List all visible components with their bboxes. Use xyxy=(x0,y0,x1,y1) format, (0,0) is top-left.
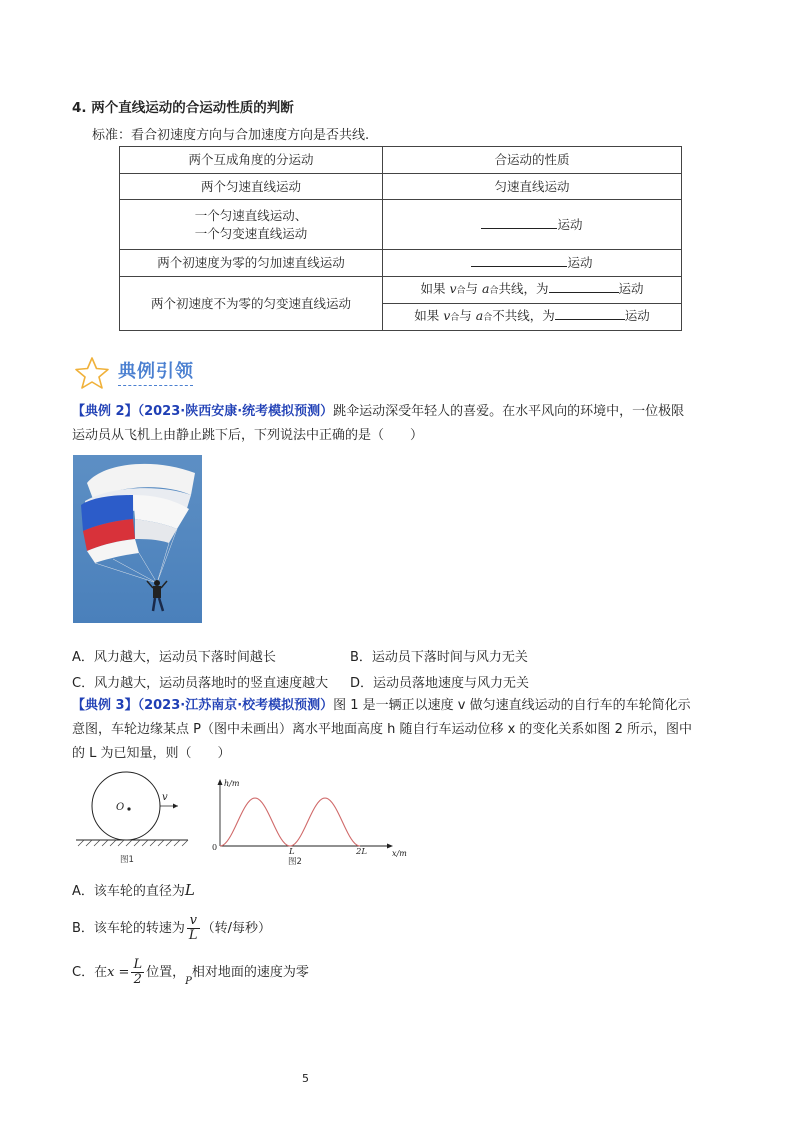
cell-line: 一个匀速直线运动、 xyxy=(194,207,308,223)
example3-stem-line3: 的 L 为已知量，则（ ） xyxy=(72,746,231,761)
table-row xyxy=(120,200,682,250)
figure2-caption: 图2 xyxy=(288,857,302,866)
table-header: 两个互成角度的分运动 xyxy=(120,147,383,174)
subscript: 合 xyxy=(450,313,460,323)
origin-label: 0 xyxy=(212,843,218,852)
height-curve xyxy=(220,798,360,846)
var-a: a xyxy=(482,281,490,296)
example3-option-a[interactable] xyxy=(72,880,195,899)
table-cell: 匀速直线运动 xyxy=(383,174,682,200)
answer-blank[interactable] xyxy=(471,254,567,267)
cell-suffix: 运动 xyxy=(624,308,650,323)
subscript: 合 xyxy=(456,286,466,296)
example2-stem-line1: 跳伞运动深受年轻人的喜爱。在水平风向的环境中，一位极限 xyxy=(333,404,685,419)
tick-label-l: L xyxy=(289,847,295,857)
cell-suffix: 运动 xyxy=(557,216,583,232)
subscript: 合 xyxy=(489,286,499,296)
table-cell xyxy=(383,304,682,331)
example2-stem-line2: 运动员从飞机上由静止跳下后，下列说法中正确的是（ ） xyxy=(72,428,424,443)
table-cell: 两个初速度不为零的匀变速直线运动 xyxy=(120,277,383,331)
example3-stem-line1: 图 1 是一辆正以速度 v 做匀速直线运动的自行车的车轮简化示 xyxy=(333,698,691,713)
table-row xyxy=(120,250,682,277)
fraction-v-over-l: $\frac{v}{L}$ xyxy=(188,913,198,943)
example3-stem-line2: 意图，车轮边缘某点 P（图中未画出）离水平地面高度 h 随自行车运动位移 x 的变化关系如图 2 所示，图中 xyxy=(72,722,692,737)
table-cell: 两个匀速直线运动 xyxy=(120,174,383,200)
figure1-caption: 图1 xyxy=(120,855,134,865)
example3-source: （2023·江苏南京·校考模拟预测） xyxy=(137,698,334,713)
table-header-row xyxy=(120,147,682,174)
example2-tag: 【典例 2】 xyxy=(72,404,138,419)
cell-text: 不共线，为 xyxy=(492,308,555,323)
example2-option-a[interactable]: A．风力越大，运动员下落时间越长 xyxy=(72,650,276,665)
table-row xyxy=(120,277,682,304)
table-cell: 两个初速度为零的匀加速直线运动 xyxy=(120,250,383,277)
standard-text: 标准：看合初速度方向与合加速度方向是否共线. xyxy=(92,128,370,143)
examples-title-underline xyxy=(118,385,193,386)
example2-option-b[interactable]: B．运动员下落时间与风力无关 xyxy=(350,650,528,665)
example2-option-c[interactable]: C．风力越大，运动员落地时的竖直速度越大 xyxy=(72,676,329,691)
answer-blank[interactable] xyxy=(481,216,557,229)
y-axis-label: h/m xyxy=(224,779,240,788)
subscript: 合 xyxy=(483,313,493,323)
motion-table xyxy=(119,146,682,331)
figure2-graph xyxy=(210,776,410,866)
example2-option-d[interactable]: D．运动员落地速度与风力无关 xyxy=(350,676,530,691)
var-p: P xyxy=(185,976,192,987)
var-l: L xyxy=(184,881,195,899)
option-text: （转/每秒） xyxy=(201,921,271,936)
example2-source: （2023·陕西安康·统考模拟预测） xyxy=(137,404,334,419)
cell-suffix: 运动 xyxy=(618,281,644,296)
cell-text: 共线，为 xyxy=(498,281,549,296)
examples-title: 典例引领 xyxy=(118,361,194,382)
figure1-wheel xyxy=(76,770,191,870)
option-text: 位置， xyxy=(146,965,186,980)
table-header: 合运动的性质 xyxy=(383,147,682,174)
var-x: x = xyxy=(107,965,130,980)
table-cell xyxy=(383,277,682,304)
cell-text: 如果 xyxy=(420,281,446,296)
cell-suffix: 运动 xyxy=(567,255,593,270)
option-text: A．该车轮的直径为 xyxy=(72,884,185,899)
example3-stem xyxy=(72,694,737,766)
star-icon xyxy=(74,356,110,390)
section-title: 4. 两个直线运动的合运动性质的判断 xyxy=(72,100,294,116)
example3-option-c[interactable] xyxy=(72,958,309,987)
table-cell xyxy=(120,200,383,250)
tick-label-2l: 2L xyxy=(356,847,368,857)
table-cell xyxy=(383,250,682,277)
answer-blank[interactable] xyxy=(549,280,619,293)
option-text: 相对地面的速度为零 xyxy=(191,965,309,980)
var-v: v xyxy=(443,308,451,323)
example3-option-b[interactable] xyxy=(72,914,271,943)
option-text: C．在 xyxy=(72,965,108,980)
x-axis-label: x/m xyxy=(392,849,407,858)
cell-text: 与 xyxy=(465,281,479,296)
example3-tag: 【典例 3】 xyxy=(72,698,138,713)
option-text: B．该车轮的转速为 xyxy=(72,921,185,936)
parachute-photo xyxy=(73,455,202,623)
cell-text: 与 xyxy=(459,308,472,323)
var-v: v xyxy=(449,281,457,296)
cell-text: 如果 xyxy=(414,308,440,323)
var-a: a xyxy=(475,308,484,323)
wheel-center-label: O xyxy=(116,802,125,813)
table-row xyxy=(120,174,682,200)
answer-blank[interactable] xyxy=(555,307,625,320)
table-cell xyxy=(383,200,682,250)
cell-line: 一个匀变速直线运动 xyxy=(194,225,308,241)
fraction-l-over-2: $\frac{L}{2}$ xyxy=(133,957,143,987)
velocity-label: v xyxy=(162,792,168,803)
example2-stem xyxy=(72,400,737,448)
page-number: 5 xyxy=(302,1072,309,1085)
